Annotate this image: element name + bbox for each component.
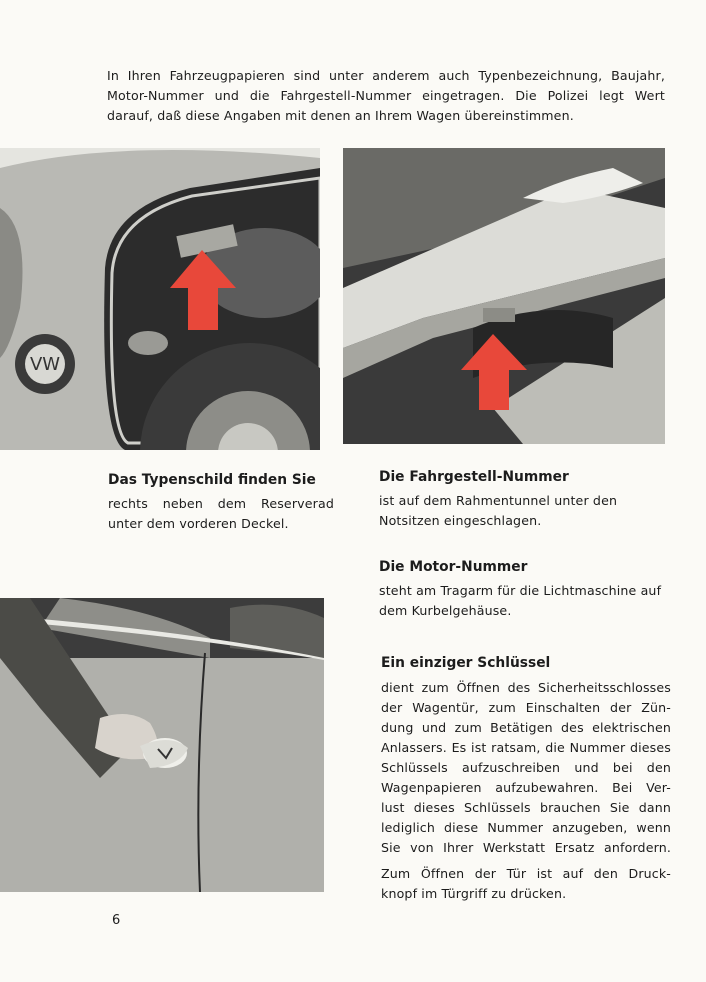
- page-number: 6: [112, 913, 121, 928]
- fahrgestell-line-2: Notsitzen eingeschlagen.: [379, 513, 542, 528]
- photo-door-handle: [0, 598, 324, 892]
- svg-text:VW: VW: [29, 354, 61, 375]
- photo-front-trunk: [0, 148, 320, 450]
- typenschild-line-1: rechts neben dem Reserverad: [108, 496, 334, 511]
- fahrgestell-line-1: ist auf dem Rahmentunnel unter den: [379, 493, 618, 508]
- schluessel-line-1: dient zum Öffnen des Sicherheitsschlosses: [381, 680, 671, 695]
- schluessel-extra-line-1: Zum Öffnen der Tür ist auf den Druck-: [381, 866, 671, 881]
- schluessel-extra-line-2: knopf im Türgriff zu drücken.: [381, 886, 567, 901]
- motor-line-2: dem Kurbelgehäuse.: [379, 603, 512, 618]
- schluessel-line-8: lediglich diese Nummer anzugeben, wenn: [381, 820, 671, 835]
- heading-einziger-schluessel: Ein einziger Schlüssel: [381, 655, 551, 671]
- schluessel-line-4: Anlassers. Es ist ratsam, die Nummer dieses: [381, 740, 671, 755]
- typenschild-line-2: unter dem vorderen Deckel.: [108, 516, 289, 531]
- intro-line-2: Motor-Nummer und die Fahrgestell-Nummer eingetragen. Die Polizei legt Wert: [107, 88, 665, 103]
- schluessel-line-5: Schlüssels aufzuschreiben und bei den: [381, 760, 671, 775]
- motor-line-1: steht am Tragarm für die Lichtmaschine auf: [379, 583, 662, 598]
- schluessel-line-6: Wagenpapieren aufzubewahren. Bei Ver-: [381, 780, 671, 795]
- intro-line-1: In Ihren Fahrzeugpapieren sind unter anderem auch Typenbezeichnung, Baujahr,: [107, 68, 665, 83]
- schluessel-line-7: lust dieses Schlüssels brauchen Sie dann: [381, 800, 671, 815]
- schluessel-line-9: Sie von Ihrer Werkstatt Ersatz anfordern.: [381, 840, 671, 855]
- photo-chassis-tunnel: [343, 148, 665, 444]
- heading-fahrgestell-nummer: Die Fahrgestell-Nummer: [379, 469, 569, 485]
- heading-typenschild: Das Typenschild finden Sie: [108, 472, 316, 488]
- intro-line-3: darauf, daß diese Angaben mit denen an Ihrem Wagen übereinstimmen.: [107, 108, 574, 123]
- schluessel-line-2: der Wagentür, zum Einschalten der Zün-: [381, 700, 671, 715]
- heading-motor-nummer: Die Motor-Nummer: [379, 559, 528, 575]
- schluessel-line-3: dung und zum Betätigen des elektrischen: [381, 720, 671, 735]
